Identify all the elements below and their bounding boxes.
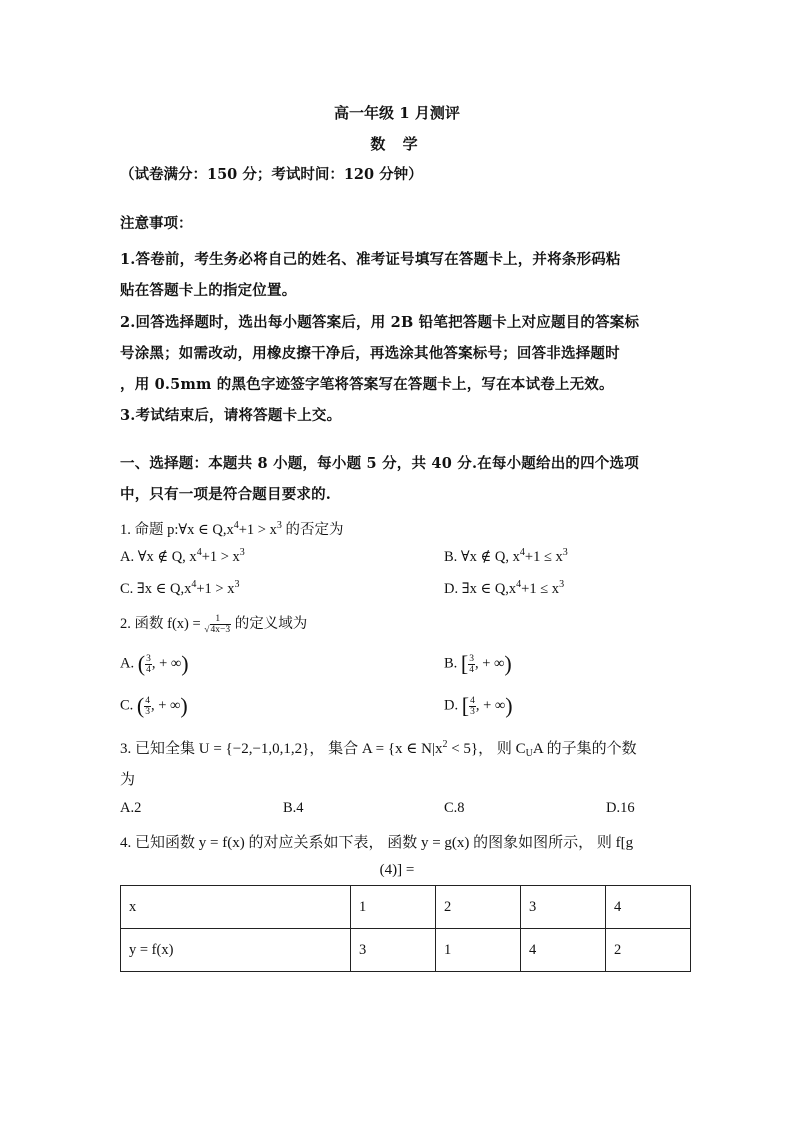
table-cell: 4 <box>606 886 691 929</box>
q3-option-a: A.2 <box>120 800 142 816</box>
option-fraction <box>144 696 151 717</box>
sqrt-radicand: 4x−3 <box>210 625 231 636</box>
q3-text: < 5}， 则 C <box>447 741 526 757</box>
q3-text: 3. 已知全集 U = {−2,−1,0,1,2}， 集合 A = {x ∈ N|x <box>120 741 443 757</box>
note-line: 1.答卷前，考生务必将自己的姓名、准考证号填写在答题卡上，并将条形码粘 <box>120 251 621 268</box>
option-fraction <box>469 696 476 717</box>
q1-option-a <box>120 549 245 566</box>
interval-bracket: ) <box>504 651 512 676</box>
note-line: 贴在答题卡上的指定位置。 <box>120 282 297 299</box>
option-text: +1 > x <box>201 549 240 565</box>
q2-option-b <box>444 651 512 677</box>
q3-exp: 2 <box>442 739 448 750</box>
notes-heading: 注意事项： <box>120 215 193 232</box>
option-label: D. <box>444 697 462 714</box>
option-exp: 3 <box>234 579 240 590</box>
q1-mid: +1 > x <box>238 522 277 538</box>
table-cell: 1 <box>351 886 436 929</box>
fraction-numerator: 4 <box>470 695 475 706</box>
option-text: , + ∞ <box>151 655 182 672</box>
table-cell: 4 <box>521 929 606 972</box>
interval-bracket: [ <box>460 651 469 676</box>
option-fraction <box>468 654 475 675</box>
option-text: A. ∀x ∉ Q, x <box>120 549 197 565</box>
question-3-cont: 为 <box>120 770 136 788</box>
interval-bracket: ) <box>180 693 188 718</box>
q1-option-d <box>444 581 564 598</box>
note-line: ，用 0.5mm 的黑色字迹签字笔将答案写在答题卡上，写在本试卷上无效。 <box>120 376 614 393</box>
table-cell: y = f(x) <box>121 929 351 972</box>
option-exp: 4 <box>519 547 525 558</box>
page-title: 高一年级 1 月测评 <box>334 104 460 122</box>
q1-option-c <box>120 581 239 598</box>
q1-suffix: 的否定为 <box>281 522 344 538</box>
function-table <box>120 885 691 972</box>
q2-option-a <box>120 651 189 677</box>
fraction-denominator: √4x−3 <box>204 625 231 636</box>
fraction-denominator: 3 <box>145 706 150 717</box>
table-cell: x <box>121 886 351 929</box>
option-exp: 3 <box>239 547 245 558</box>
q1-prefix: 1. 命题 p:∀x ∈ Q,x <box>120 522 234 538</box>
fraction-numerator: 4 <box>145 695 150 706</box>
option-fraction <box>145 654 152 675</box>
option-text: , + ∞ <box>475 697 506 714</box>
fraction-numerator: 1 <box>215 614 221 625</box>
question-1 <box>120 518 343 539</box>
fraction-denominator: 4 <box>146 664 151 675</box>
option-label: B. <box>444 655 461 672</box>
interval-bracket: ( <box>137 651 146 676</box>
q2-prefix: 2. 函数 f(x) = <box>120 616 205 632</box>
option-text: , + ∞ <box>475 655 505 672</box>
q3-option-b: B.4 <box>283 800 304 816</box>
option-exp: 4 <box>516 579 522 590</box>
q3-option-d: D.16 <box>606 800 635 816</box>
table-row <box>121 929 691 972</box>
interval-bracket: ( <box>136 693 145 718</box>
q3-text: A 的子集的个数 <box>532 741 637 757</box>
note-line: 号涂黑；如需改动，用橡皮擦干净后，再选涂其他答案标号；回答非选择题时 <box>120 345 620 362</box>
interval-bracket: ) <box>505 693 513 718</box>
note-line: 2.回答选择题时，选出每小题答案后，用 2B 铅笔把答题卡上对应题目的答案标 <box>120 314 640 331</box>
option-exp: 4 <box>196 547 202 558</box>
question-4: 4. 已知函数 y = f(x) 的对应关系如下表， 函数 y = g(x) 的图象如图所示， 则 f[g <box>120 835 634 851</box>
table-cell: 3 <box>351 929 436 972</box>
option-exp: 4 <box>191 579 197 590</box>
note-line: 3.考试结束后，请将答题卡上交。 <box>120 407 342 424</box>
option-text: , + ∞ <box>151 697 181 714</box>
q2-suffix: 的定义域为 <box>231 616 308 632</box>
fraction-denominator: 4 <box>469 664 474 675</box>
fraction-denominator: 3 <box>470 706 475 717</box>
fraction-numerator: 3 <box>469 653 474 664</box>
option-text: C. ∃x ∈ Q,x <box>120 581 192 597</box>
table-cell: 3 <box>521 886 606 929</box>
option-label: A. <box>120 655 138 672</box>
option-text: D. ∃x ∈ Q,x <box>444 581 517 597</box>
exam-info: （试卷满分：150 分；考试时间：120 分钟） <box>120 166 423 183</box>
question-4-cont: (4)] = <box>379 862 415 878</box>
subject-title: 数 学 <box>370 135 424 153</box>
q2-fraction <box>204 614 231 635</box>
q1-option-b <box>444 549 568 566</box>
section-heading: 一、选择题：本题共 8 小题，每小题 5 分，共 40 分.在每小题给出的四个选项 <box>120 455 639 472</box>
q3-option-c: C.8 <box>444 800 465 816</box>
table-cell: 2 <box>606 929 691 972</box>
table-cell: 2 <box>436 886 521 929</box>
option-text: +1 > x <box>196 581 235 597</box>
option-exp: 3 <box>562 547 568 558</box>
option-label: C. <box>120 697 137 714</box>
interval-bracket: [ <box>461 693 470 718</box>
table-cell: 1 <box>436 929 521 972</box>
option-text: +1 ≤ x <box>524 549 563 565</box>
question-3 <box>120 737 637 758</box>
q2-option-d <box>444 693 513 719</box>
q1-exp3: 3 <box>276 520 282 531</box>
q2-option-c <box>120 693 188 719</box>
option-text: B. ∀x ∉ Q, x <box>444 549 520 565</box>
table-row <box>121 886 691 929</box>
question-2 <box>120 612 307 635</box>
q3-subscript: U <box>525 748 533 759</box>
q1-exp4: 4 <box>233 520 239 531</box>
option-exp: 3 <box>559 579 565 590</box>
fraction-numerator: 3 <box>146 653 151 664</box>
option-text: +1 ≤ x <box>521 581 560 597</box>
section-heading: 中，只有一项是符合题目要求的. <box>120 486 332 503</box>
interval-bracket: ) <box>181 651 189 676</box>
